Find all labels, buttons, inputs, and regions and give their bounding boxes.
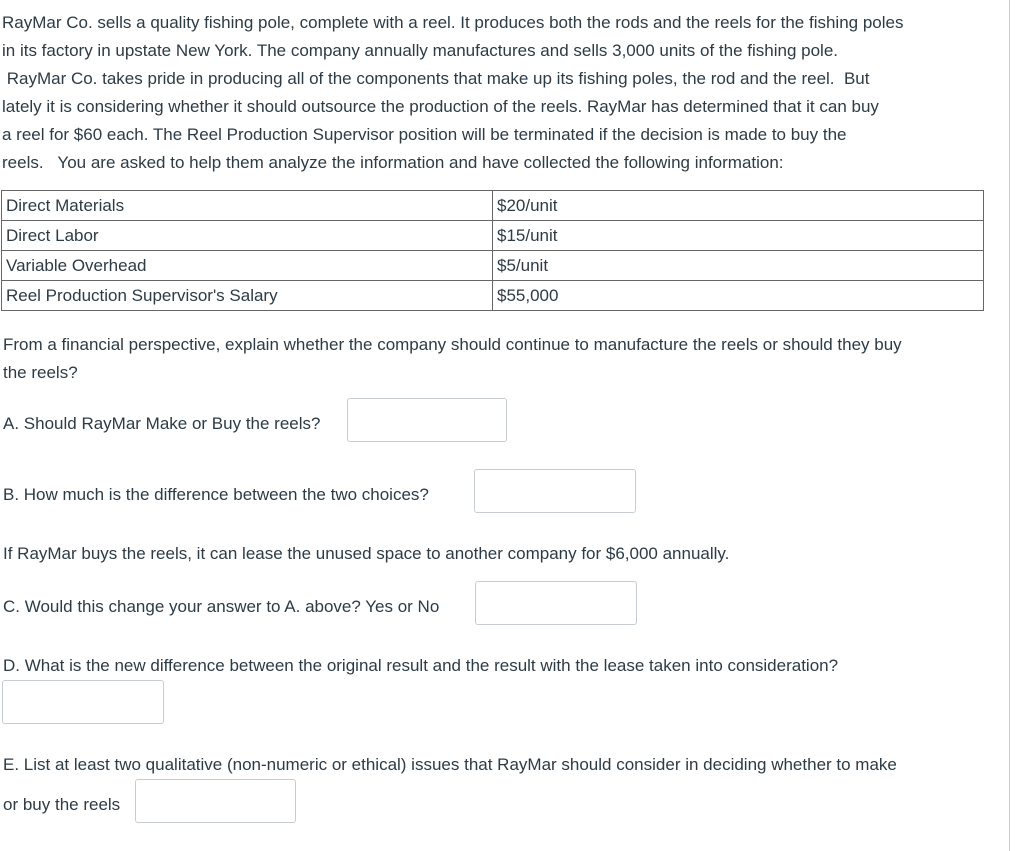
intro-line: a reel for $60 each. The Reel Production Supervisor position will be terminated if the decision is made to buy the <box>2 125 847 144</box>
content-border <box>1009 0 1010 851</box>
table-row <box>2 221 984 251</box>
cost-label: Direct Labor <box>2 221 493 251</box>
cost-value: $55,000 <box>493 281 984 311</box>
cost-value: $5/unit <box>493 251 984 281</box>
intro-paragraph <box>2 9 1012 177</box>
question-d-label: D. What is the new difference between the original result and the result with the lease taken into consideration? <box>3 656 839 675</box>
intro-line: in its factory in upstate New York. The company annually manufactures and sells 3,000 units of the fishing pole. <box>2 41 839 60</box>
question-e-label-line1: E. List at least two qualitative (non-numeric or ethical) issues that RayMar should consider in deciding whether to make <box>3 755 897 774</box>
question-a-label: A. Should RayMar Make or Buy the reels? <box>3 414 321 433</box>
answer-c-input[interactable] <box>475 581 637 625</box>
table-row <box>2 251 984 281</box>
intro-line: RayMar Co. takes pride in producing all of the components that make up its fishing poles, the rod and the reel. But <box>2 69 870 88</box>
cost-value: $15/unit <box>493 221 984 251</box>
intro-line: reels. You are asked to help them analyze the information and have collected the following information: <box>2 153 784 172</box>
answer-e-input[interactable] <box>135 779 296 823</box>
lease-note: If RayMar buys the reels, it can lease the unused space to another company for $6,000 annually. <box>3 544 730 563</box>
question-prompt <box>3 331 902 387</box>
answer-a-input[interactable] <box>347 398 507 442</box>
intro-line: RayMar Co. sells a quality fishing pole, complete with a reel. It produces both the rods and the reels for the fishing poles <box>2 13 904 32</box>
intro-line: lately it is considering whether it should outsource the production of the reels. RayMar has determined that it can buy <box>2 97 879 116</box>
question-c-label: C. Would this change your answer to A. above? Yes or No <box>3 597 440 616</box>
cost-value: $20/unit <box>493 191 984 221</box>
cost-label: Direct Materials <box>2 191 493 221</box>
prompt-line: From a financial perspective, explain whether the company should continue to manufacture the reels or should they buy <box>3 335 902 354</box>
question-e-label-line2: or buy the reels <box>3 795 121 814</box>
answer-b-input[interactable] <box>474 469 636 513</box>
cost-table <box>1 190 984 311</box>
cost-label: Variable Overhead <box>2 251 493 281</box>
table-row <box>2 191 984 221</box>
prompt-line: the reels? <box>3 363 78 382</box>
question-b-label: B. How much is the difference between the two choices? <box>3 485 429 504</box>
answer-d-input[interactable] <box>2 680 164 724</box>
table-row <box>2 281 984 311</box>
cost-label: Reel Production Supervisor's Salary <box>2 281 493 311</box>
